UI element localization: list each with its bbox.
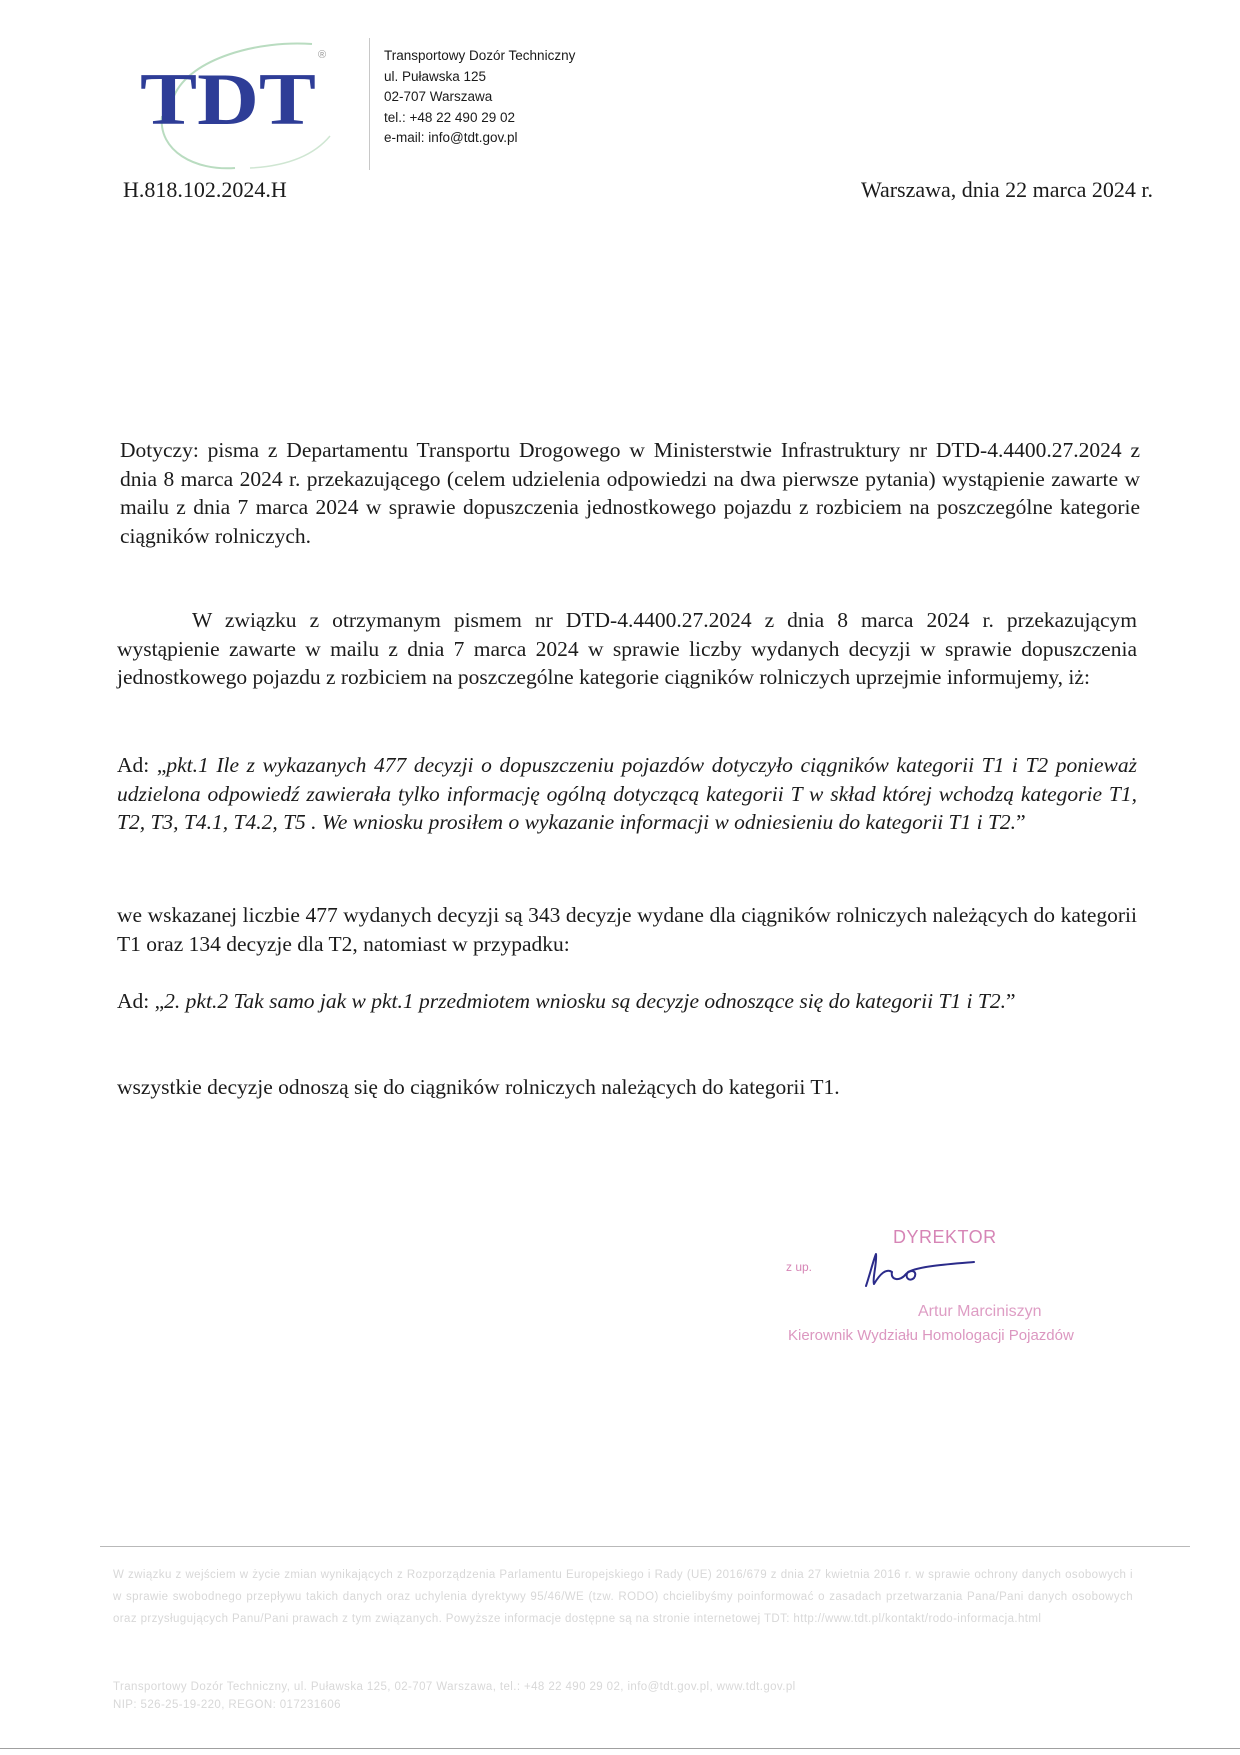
sender-email: e-mail: info@tdt.gov.pl bbox=[384, 130, 518, 145]
question-2-prefix: Ad: „ bbox=[117, 989, 165, 1013]
place-and-date: Warszawa, dnia 22 marca 2024 r. bbox=[860, 177, 1153, 202]
question-2-text: 2. pkt.2 Tak samo jak w pkt.1 przedmiotem wniosku są decyzje odnoszące się do kategorii T1 i T2. bbox=[164, 989, 1006, 1013]
tdt-logo bbox=[140, 36, 365, 176]
footer-contact bbox=[113, 1678, 1133, 1714]
logo-text: TDT bbox=[140, 59, 316, 141]
stamp-signatory-role: Kierownik Wydziału Homologacji Pojazdów bbox=[788, 1327, 1074, 1344]
question-1-prefix: Ad: „ bbox=[117, 753, 167, 777]
stamp-signatory-name: Artur Marciniszyn bbox=[918, 1303, 1042, 1320]
question-2-suffix: ” bbox=[1006, 989, 1016, 1013]
answer-1: we wskazanej liczbie 477 wydanych decyzji są 343 decyzje wydane dla ciągników rolniczych należących do kategorii T1 oraz 134 decyzje dla T2, natomiast w przypadku: bbox=[117, 903, 1137, 956]
header-separator bbox=[369, 38, 370, 170]
intro-paragraph: W związku z otrzymanym pismem nr DTD-4.4400.27.2024 z dnia 8 marca 2024 r. przekazującym wystąpienie zawarte w mailu z dnia 7 marca 2024 w sprawie liczby wydanych decyzji w sprawie dopuszczenia jednostkowego pojazdu z rozbiciem na poszczególne kategorie ciągników rolniczych uprzejmie informujemy, iż: bbox=[117, 608, 1137, 689]
footer-contact-line-1: Transportowy Dozór Techniczny, ul. Puławska 125, 02-707 Warszawa, tel.: +48 22 490 29 02, info@tdt.gov.pl, www.tdt.gov.pl bbox=[113, 1681, 796, 1693]
question-1-suffix: ” bbox=[1016, 810, 1026, 834]
footer-divider bbox=[100, 1546, 1190, 1547]
reference-number: H.818.102.2024.H bbox=[123, 177, 287, 202]
footer-contact-line-2: NIP: 526-25-19-220, REGON: 017231606 bbox=[113, 1699, 341, 1711]
sender-street: ul. Puławska 125 bbox=[384, 68, 487, 84]
registered-mark: ® bbox=[318, 49, 327, 61]
subject-paragraph: Dotyczy: pisma z Departamentu Transportu Drogowego w Ministerstwie Infrastruktury nr DTD-4.4400.27.2024 z dnia 8 marca 2024 r. przekazującego (celem udzielenia odpowiedzi na dwa pierwsze pytania) wystąpienie zawarte w mailu z dnia 7 marca 2024 w sprawie dopuszczenia jednostkowego pojazdu z rozbiciem na poszczególne kategorie ciągników rolniczych. bbox=[120, 438, 1140, 548]
stamp-title: DYREKTOR bbox=[893, 1227, 997, 1247]
sender-name: Transportowy Dozór Techniczny bbox=[384, 48, 576, 63]
question-1 bbox=[117, 751, 1137, 837]
answer-2: wszystkie decyzje odnoszą się do ciągników rolniczych należących do kategorii T1. bbox=[117, 1075, 840, 1099]
sender-address bbox=[384, 46, 575, 149]
question-2 bbox=[117, 987, 1137, 1016]
stamp-on-behalf: z up. bbox=[786, 1260, 813, 1274]
sender-city: 02-707 Warszawa bbox=[384, 89, 493, 104]
page-bottom-edge bbox=[0, 1748, 1240, 1749]
handwritten-signature bbox=[860, 1244, 980, 1292]
sender-phone: tel.: +48 22 490 29 02 bbox=[384, 109, 515, 125]
question-1-text: pkt.1 Ile z wykazanych 477 decyzji o dopuszczeniu pojazdów dotyczyło ciągników kategorii T1 i T2 ponieważ udzielona odpowiedź zawierała tylko informację ogólną dotyczącą kategorii T w skład której wchodzą kategorie T1, T2, T3, T4.1, T4.2, T5 . We wniosku prosiłem o wykazanie informacji w odniesieniu do kategorii T1 i T2. bbox=[117, 753, 1137, 834]
footer-gdpr-notice: W związku z wejściem w życie zmian wynikających z Rozporządzenia Parlamentu Europejskiego i Rady (UE) 2016/679 z dnia 27 kwietnia 2016 r. w sprawie ochrony danych osobowych i w sprawie swobodnego przepływu takich danych oraz uchylenia dyrektywy 95/46/WE (tzw. RODO) chcielibyśmy poinformować o zasadach przetwarzania Pana/Pani danych osobowych oraz przysługujących Panu/Pani prawach z tym związanych. Powyższe informacje dostępne są na stronie internetowej TDT: http://www.tdt.pl/kontakt/rodo-informacja.html bbox=[113, 1569, 1133, 1625]
